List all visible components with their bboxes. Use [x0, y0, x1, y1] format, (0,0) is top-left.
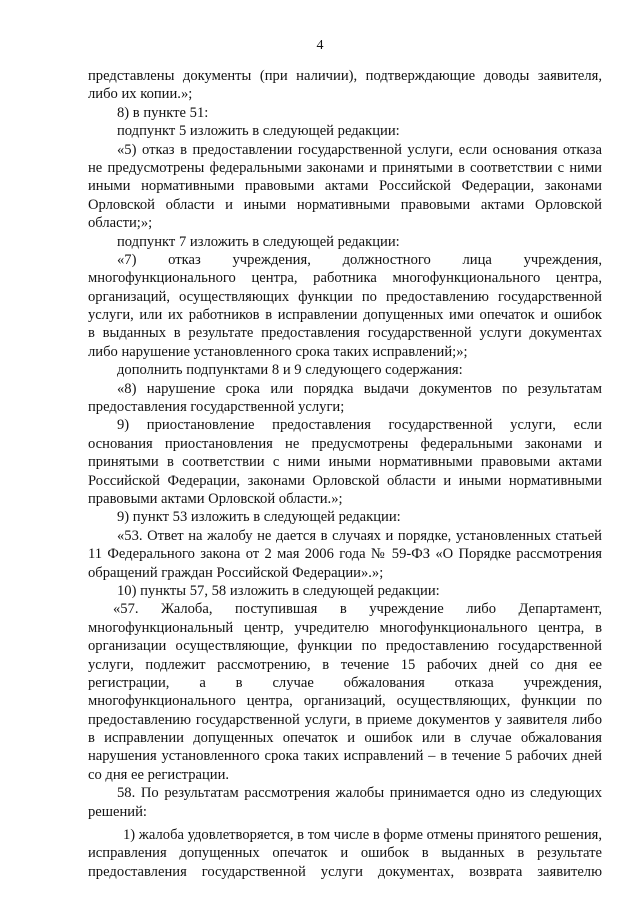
text-line: Российской Федерации, законами Орловской области и иными нормативными — [88, 472, 602, 489]
text-line: 58. По результатам рассмотрения жалобы принимается одно из следующих — [117, 785, 602, 802]
text-line: 11 Федерального закона от 2 мая 2006 года № 59-ФЗ «О Порядке рассмотрения — [88, 546, 602, 563]
document-body — [88, 67, 602, 881]
text-line: «57. Жалоба, поступившая в учреждение либо Департамент, — [113, 601, 602, 618]
text-line: предоставления государственной услуги; — [88, 399, 345, 416]
text-line: многофункциональный центр, учредителю многофункционального центра, в — [88, 619, 602, 636]
text-line: в исправлении допущенных опечаток и ошибок или в случае обжалования — [88, 730, 602, 747]
text-line: регистрации, а в случае обжалования отказа учреждения, — [88, 674, 602, 691]
text-line: иными нормативными правовыми актами Российской Федерации, законами — [88, 178, 602, 195]
text-line: не предусмотрены федеральными законами и принятыми в соответствии с ними — [88, 159, 602, 176]
text-line: подпункт 7 изложить в следующей редакции: — [117, 233, 400, 250]
text-line: «53. Ответ на жалобу не дается в случаях и порядке, установленных статьей — [117, 527, 602, 544]
text-line: 8) в пункте 51: — [117, 104, 209, 121]
text-line: области;»; — [88, 215, 153, 232]
text-line: либо их копии.»; — [88, 86, 193, 103]
text-line: организации осуществляющие, функции по предоставлению государственной — [88, 638, 602, 655]
text-line: организаций, осуществляющих функции по предоставлению государственной — [88, 288, 602, 305]
text-line: 1) жалоба удовлетворяется, в том числе в форме отмены принятого решения, — [123, 827, 602, 844]
text-line: «5) отказ в предоставлении государственной услуги, если основания отказа — [117, 141, 602, 158]
text-line: исправления допущенных опечаток и ошибок в выданных в результате — [88, 845, 602, 862]
page-number: 4 — [316, 38, 324, 53]
text-line: обращений граждан Российской Федерации».»; — [88, 564, 384, 581]
text-line: «8) нарушение срока или порядка выдачи документов по результатам — [117, 380, 602, 397]
text-line: нарушения установленного срока таких исправлений – в течение 5 рабочих дней — [88, 748, 602, 765]
text-line: представлены документы (при наличии), подтверждающие доводы заявителя, — [88, 68, 602, 84]
text-line: решений: — [88, 803, 147, 820]
text-line: услуги, или их работников в исправлении допущенных ими опечаток и ошибок — [88, 307, 602, 324]
text-line: многофункционального центра, работника многофункционального центра, — [88, 270, 602, 287]
text-line: правовыми актами Орловской области.»; — [88, 490, 343, 507]
text-line: 10) пункты 57, 58 изложить в следующей редакции: — [117, 582, 440, 599]
text-line: Орловской области и иными нормативными правовыми актами Орловской — [88, 196, 602, 213]
text-line: подпункт 5 изложить в следующей редакции: — [117, 123, 400, 140]
text-line: многофункционального центра, организаций, осуществляющих, функции по — [88, 693, 602, 710]
text-line: со дня ее регистрации. — [88, 766, 230, 783]
text-line: 9) пункт 53 изложить в следующей редакции: — [117, 509, 401, 526]
text-line: принятыми в соответствии с ними иными нормативными правовыми актами — [88, 454, 602, 471]
text-line: основания приостановления не предусмотрены федеральными законами и — [88, 435, 602, 452]
text-line: 9) приостановление предоставления государственной услуги, если — [117, 417, 602, 434]
text-line: в выданных в результате предоставления государственной услуги документах — [88, 325, 602, 342]
text-line: предоставления государственной услуги документах, возврата заявителю — [88, 863, 602, 880]
text-line: дополнить подпунктами 8 и 9 следующего содержания: — [117, 362, 463, 379]
text-line: услуги, подлежит рассмотрению, в течение 15 рабочих дней со дня ее — [88, 656, 602, 673]
text-line: предоставлению государственной услуги, в приеме документов у заявителя либо — [88, 711, 602, 728]
text-line: «7) отказ учреждения, должностного лица учреждения, — [117, 251, 602, 268]
text-line: либо нарушение установленного срока таких исправлений;»; — [88, 343, 468, 360]
